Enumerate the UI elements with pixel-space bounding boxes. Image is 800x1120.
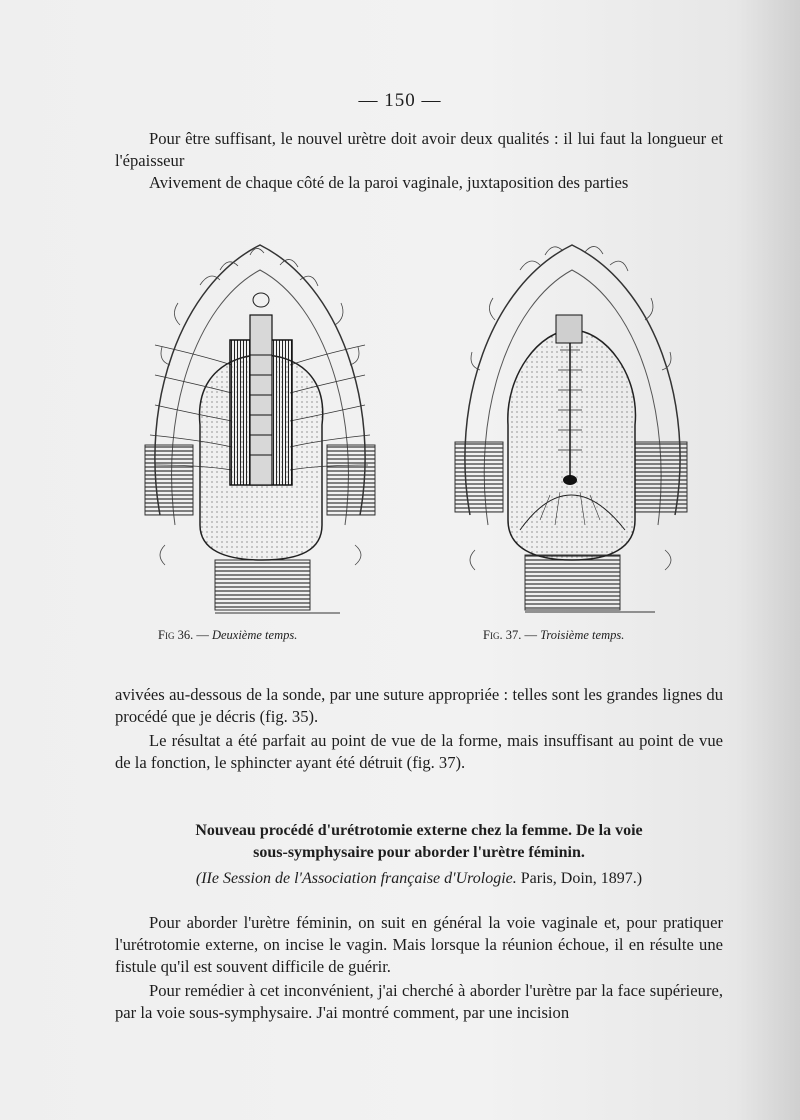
body-paragraph-1: Pour aborder l'urètre féminin, on suit en général la voie vaginale et, pour pratiquer l'urétrotomie externe, on incise le vagin. Mais lorsque la réunion échoue, il en résulte une fistule qu'il est souvent difficile de guérir. (115, 913, 723, 976)
figure-36-title: Deuxième temps. (211, 628, 298, 642)
after-figures-paragraph-1: avivées au-dessous de la sonde, par une suture appropriée : telles sont les grandes lignes du procédé que je décris (fig. 35). (115, 685, 723, 726)
body-paragraph-2: Pour remédier à cet inconvénient, j'ai cherché à aborder l'urètre par la face supérieure, par la voie sous-symphysaire. J'ai montré comment, par une incision (115, 981, 723, 1022)
section-source (115, 870, 723, 888)
figure-37-illustration (450, 230, 695, 620)
section-source-italic: (IIe Session de l'Association française d'Urologie. (195, 870, 517, 887)
section-title-line-2: sous-symphysaire pour aborder l'urètre féminin. (253, 844, 585, 861)
figure-36-illustration (140, 225, 385, 620)
page-number: — 150 — (358, 90, 442, 111)
figure-37-title: Troisième temps. (540, 628, 625, 642)
section-title-line-1: Nouveau procédé d'urétrotomie externe chez la femme. De la voie (195, 822, 643, 839)
section-source-plain: Paris, Doin, 1897.) (520, 870, 643, 887)
figure-36-caption (158, 628, 297, 643)
after-figures-paragraph-2: Le résultat a été parfait au point de vue de la forme, mais insuffisant au point de vue de la fonction, le sphincter ayant été détruit (fig. 37). (115, 731, 723, 772)
figure-37-caption (483, 628, 624, 643)
intro-paragraph-1: Pour être suffisant, le nouvel urètre doit avoir deux qualités : il lui faut la longueur et l'épaisseur (115, 129, 723, 170)
figure-37-number: Fig. 37. — (483, 628, 537, 642)
intro-paragraph-2: Avivement de chaque côté de la paroi vaginale, juxtaposition des parties (149, 173, 629, 192)
figure-36-number: Fig 36. — (158, 628, 209, 642)
